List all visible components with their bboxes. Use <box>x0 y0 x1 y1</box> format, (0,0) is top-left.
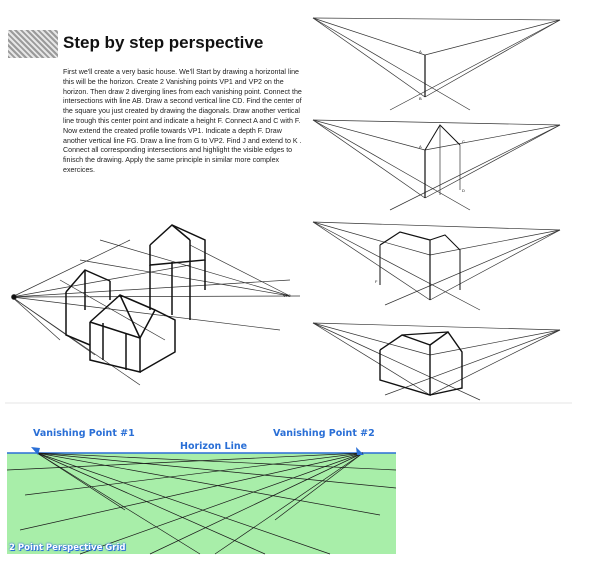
point-d-label: D <box>462 188 465 193</box>
point-c-label: C <box>462 139 465 144</box>
worksheet-title: Step by step perspective <box>63 33 264 52</box>
horizon-line-label: Horizon Line <box>180 441 248 452</box>
vp2-label: VP2 <box>283 293 291 298</box>
point-a2-label: A <box>419 144 422 149</box>
grid-title: 2 Point Perspective Grid <box>9 543 126 553</box>
vanishing-point-1-label: Vanishing Point #1 <box>33 428 135 439</box>
vanishing-point-2-label: Vanishing Point #2 <box>273 428 375 439</box>
point-f-label: F <box>375 279 378 284</box>
point-a-label: A <box>419 49 422 54</box>
vp2-arrow-icon <box>356 447 364 455</box>
point-b-label: B <box>419 96 422 101</box>
instructions-text: First we'll create a very basic house. We'll Start by drawing a horizontal line this will be the horizon. Create 2 Vanishing points VP1 and VP2 on the horizon. Then draw 2 diverging lines from each vanishing point. Connect the intersections with line AB. Draw a second vertical line CD. Find the center of the square you just created by drawing the diagonals. Draw another vertical line trough this center point and indicate a height F. Connect A and C with F. Now extend the created profile towards VP1. Indicate a depth F. Draw another vertical line FG. Draw a line from G to VP2. Find J and extend to K . Connect all corresponding intersections and highlight the visible edges to finisch the drawing. Apply the same principle in similar more complex exercices. <box>63 68 302 174</box>
